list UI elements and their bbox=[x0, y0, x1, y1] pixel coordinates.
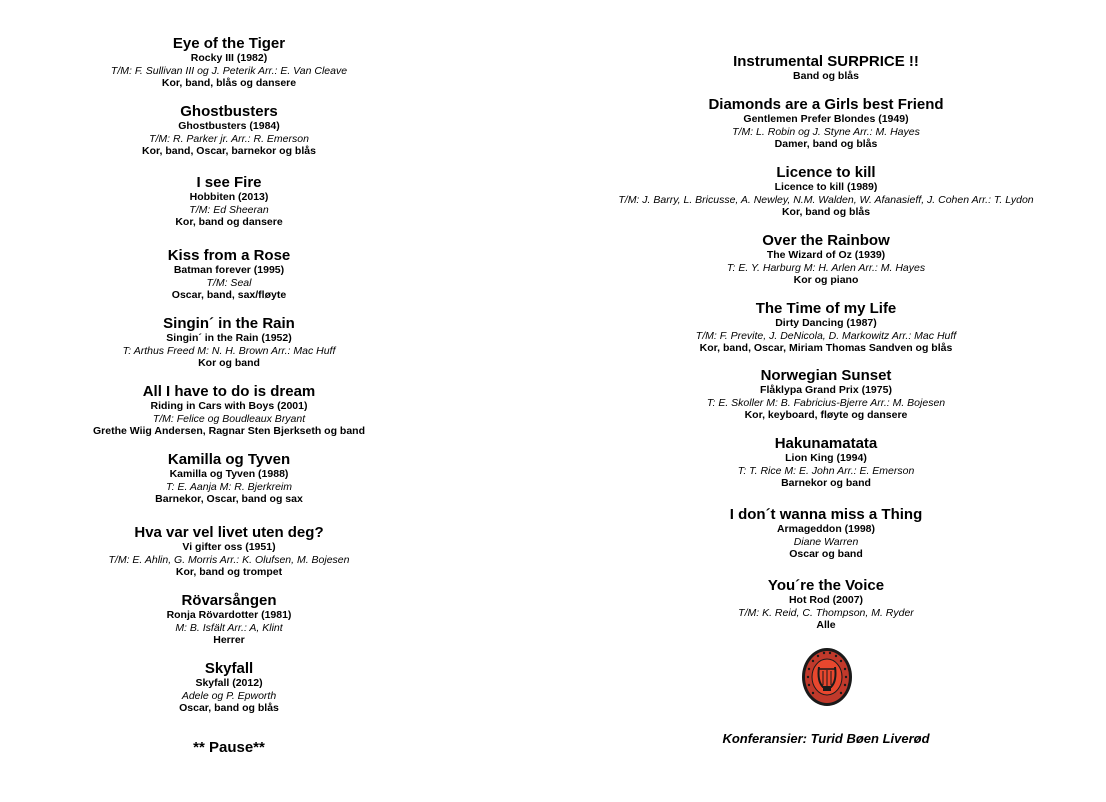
song-entry bbox=[175, 174, 282, 229]
song-title: Kamilla og Tyven bbox=[167, 451, 291, 468]
song-credits: T/M: E. Ahlin, G. Morris Arr.: K. Olufsen, M. Bojesen bbox=[108, 553, 350, 566]
song-title: Rövarsången bbox=[181, 592, 277, 609]
song-title: Skyfall bbox=[204, 660, 254, 677]
song-credits: T/M: J. Barry, L. Bricusse, A. Newley, N.M. Walden, W. Afanasieff, J. Cohen Arr.: T. Lydon bbox=[618, 193, 1034, 206]
song-title: Singin´ in the Rain bbox=[163, 315, 295, 332]
song-credits: T/M: R. Parker jr. Arr.: R. Emerson bbox=[149, 132, 309, 145]
song-source: Skyfall (2012) bbox=[195, 677, 263, 689]
song-source: Rocky III (1982) bbox=[190, 52, 268, 64]
song-entry bbox=[111, 35, 347, 90]
song-source: Kamilla og Tyven (1988) bbox=[169, 468, 289, 480]
song-entry bbox=[155, 451, 303, 506]
choir-emblem-icon bbox=[801, 647, 853, 707]
song-title: The Time of my Life bbox=[755, 300, 897, 317]
song-entry bbox=[93, 383, 365, 438]
song-entry bbox=[167, 592, 292, 647]
song-title: Diamonds are a Girls best Friend bbox=[708, 96, 944, 113]
song-source: Armageddon (1998) bbox=[776, 523, 876, 535]
host-line: Konferansier: Turid Bøen Liverød bbox=[722, 731, 930, 746]
song-title: Licence to kill bbox=[776, 164, 876, 181]
song-source: Singin´ in the Rain (1952) bbox=[166, 332, 292, 344]
song-source: Hobbiten (2013) bbox=[189, 191, 269, 203]
song-title: Hakunamatata bbox=[774, 435, 878, 452]
song-entry bbox=[738, 435, 915, 490]
song-performers: Kor, keyboard, fløyte og dansere bbox=[744, 409, 908, 422]
song-source: The Wizard of Oz (1939) bbox=[766, 249, 886, 261]
song-title: Ghostbusters bbox=[180, 103, 278, 120]
song-source: Dirty Dancing (1987) bbox=[775, 317, 877, 329]
song-performers: Kor og piano bbox=[793, 274, 859, 287]
song-source: Gentlemen Prefer Blondes (1949) bbox=[743, 113, 909, 125]
song-entry bbox=[730, 506, 923, 561]
song-performers: Kor, band, blås og dansere bbox=[161, 77, 297, 90]
song-credits: T/M: Ed Sheeran bbox=[189, 203, 269, 216]
song-title: Instrumental SURPRICE !! bbox=[733, 53, 919, 70]
song-credits: T/M: F. Sullivan III og J. Peterik Arr.: E. Van Cleave bbox=[110, 64, 348, 77]
song-entry bbox=[142, 103, 316, 158]
song-entry bbox=[707, 367, 945, 422]
song-performers: Kor, band og trompet bbox=[175, 566, 283, 579]
song-source: Vi gifter oss (1951) bbox=[182, 541, 276, 553]
song-credits: T: E. Skoller M: B. Fabricius-Bjerre Arr.: M. Bojesen bbox=[706, 396, 946, 409]
song-title: Kiss from a Rose bbox=[167, 247, 291, 264]
song-source: Lion King (1994) bbox=[785, 452, 867, 464]
song-credits: Adele og P. Epworth bbox=[181, 689, 277, 702]
song-source: Batman forever (1995) bbox=[173, 264, 285, 276]
song-title: I don´t wanna miss a Thing bbox=[729, 506, 923, 523]
song-entry bbox=[696, 300, 956, 355]
song-performers: Oscar og band bbox=[789, 548, 863, 561]
song-performers: Kor, band, Oscar, Miriam Thomas Sandven og blås bbox=[699, 342, 953, 355]
song-credits: T: T. Rice M: E. John Arr.: E. Emerson bbox=[737, 464, 915, 477]
song-title: You´re the Voice bbox=[767, 577, 885, 594]
song-title: Eye of the Tiger bbox=[172, 35, 286, 52]
song-performers: Damer, band og blås bbox=[774, 138, 878, 151]
song-entry bbox=[618, 164, 1033, 219]
song-performers: Barnekor og band bbox=[781, 477, 871, 490]
song-credits: T: E. Aanja M: R. Bjerkreim bbox=[165, 480, 293, 493]
song-credits: T/M: Seal bbox=[206, 276, 252, 289]
pause-label: ** Pause** bbox=[193, 739, 265, 756]
song-entry bbox=[708, 96, 943, 151]
song-entry bbox=[727, 232, 925, 287]
song-credits: T/M: L. Robin og J. Styne Arr.: M. Hayes bbox=[732, 125, 920, 138]
song-performers: Grethe Wiig Andersen, Ragnar Sten Bjerkseth og band bbox=[93, 425, 365, 438]
song-credits: T/M: F. Previte, J. DeNicola, D. Markowitz Arr.: Mac Huff bbox=[695, 329, 957, 342]
song-performers: Oscar, band, sax/fløyte bbox=[171, 289, 287, 302]
song-entry bbox=[168, 247, 291, 302]
song-credits: T: Arthus Freed M: N. H. Brown Arr.: Mac Huff bbox=[122, 344, 336, 357]
song-source: Hot Rod (2007) bbox=[788, 594, 864, 606]
song-title: Over the Rainbow bbox=[762, 232, 890, 249]
song-entry bbox=[123, 315, 336, 370]
song-title: Norwegian Sunset bbox=[760, 367, 892, 384]
song-entry bbox=[109, 524, 350, 579]
song-source: Ghostbusters (1984) bbox=[178, 120, 280, 132]
song-performers: Kor, band, Oscar, barnekor og blås bbox=[142, 145, 316, 158]
song-performers: Oscar, band og blås bbox=[179, 702, 279, 715]
song-entry bbox=[179, 660, 279, 715]
song-performers: Herrer bbox=[213, 634, 245, 647]
song-credits: T/M: K. Reid, C. Thompson, M. Ryder bbox=[738, 606, 914, 619]
song-title: All I have to do is dream bbox=[142, 383, 316, 400]
song-performers: Kor, band og dansere bbox=[175, 216, 283, 229]
song-entry bbox=[738, 577, 914, 632]
song-performers: Barnekor, Oscar, band og sax bbox=[155, 493, 303, 506]
song-performers: Kor, band og blås bbox=[781, 206, 871, 219]
song-source: Riding in Cars with Boys (2001) bbox=[150, 400, 308, 412]
song-source: Licence to kill (1989) bbox=[774, 181, 878, 193]
song-source: Ronja Rövardotter (1981) bbox=[166, 609, 292, 621]
song-credits: Diane Warren bbox=[793, 535, 859, 548]
song-title: I see Fire bbox=[196, 174, 262, 191]
song-performers: Kor og band bbox=[198, 357, 260, 370]
song-source: Flåklypa Grand Prix (1975) bbox=[760, 384, 892, 396]
song-performers: Band og blås bbox=[793, 70, 859, 82]
song-credits: T/M: Felice og Boudleaux Bryant bbox=[152, 412, 306, 425]
song-performers: Alle bbox=[816, 619, 836, 632]
song-credits: M: B. Isfält Arr.: A, Klint bbox=[175, 621, 283, 634]
song-title: Hva var vel livet uten deg? bbox=[134, 524, 324, 541]
song-credits: T: E. Y. Harburg M: H. Arlen Arr.: M. Hayes bbox=[726, 261, 926, 274]
song-entry bbox=[733, 53, 919, 83]
